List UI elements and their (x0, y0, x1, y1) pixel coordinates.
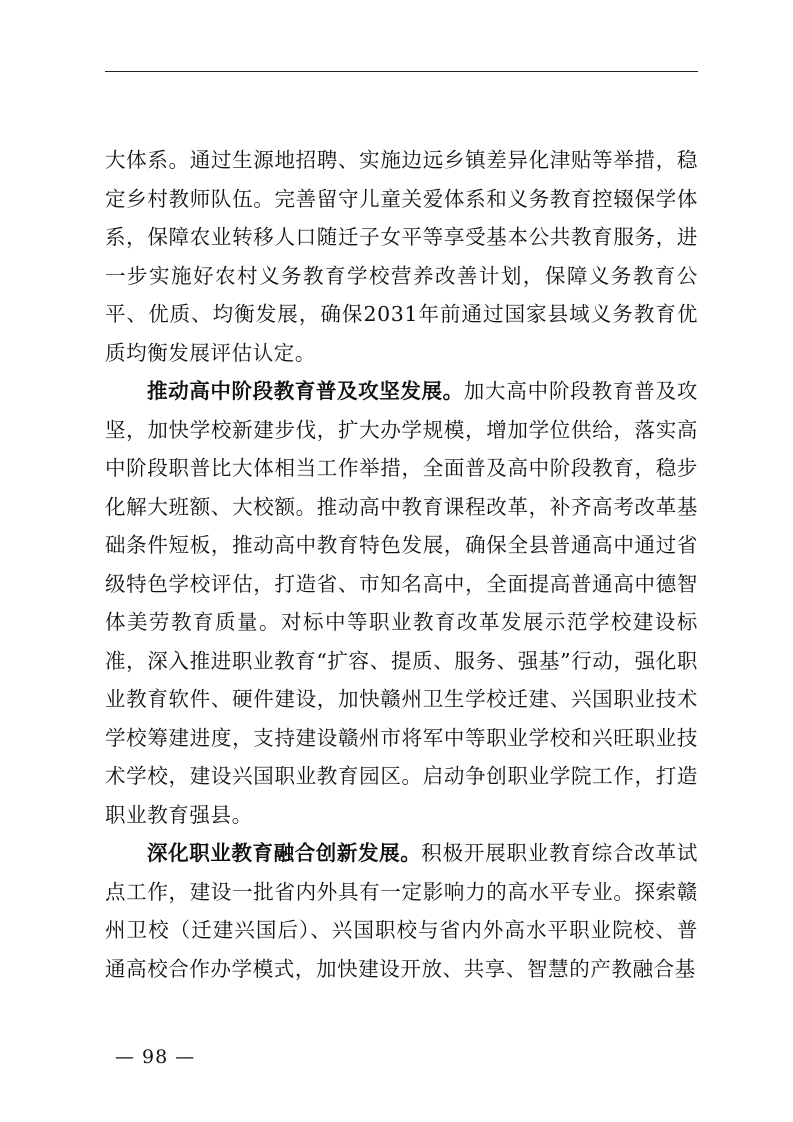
paragraph-lead: 推动高中阶段教育普及攻坚发展。 (147, 379, 464, 403)
paragraph-text: 积极开展职业教育综合改革试点工作，建设一批省内外具有一定影响力的高水平专业。探索赣州卫校（迁建兴国后）、兴国职校与省内外高水平职业院校、普通高校合作办学模式，加快建设开放、共享、智慧的产教融合基 (105, 841, 698, 981)
paragraph-text: 加大高中阶段教育普及攻坚，加快学校新建步伐，扩大办学规模，增加学位供给，落实高中阶段职普比大体相当工作举措，全面普及高中阶段教育，稳步化解大班额、大校额。推动高中教育课程改革，补齐高考改革基础条件短板，推动高中教育特色发展，确保全县普通高中通过省级特色学校评估，打造省、市知名高中，全面提高普通高中德智体美劳教育质量。对标中等职业教育改革发展示范学校建设标准，深入推进职业教育“扩容、提质、服务、强基”行动，强化职业教育软件、硬件建设，加快赣州卫生学校迁建、兴国职业技术学校筹建进度，支持建设赣州市将军中等职业学校和兴旺职业技术学校，建设兴国职业教育园区。启动争创职业学院工作，打造职业教育强县。 (105, 379, 698, 827)
paragraph-continuation (105, 141, 698, 372)
paragraph-vocational (105, 834, 698, 988)
page-number: — 98 — (115, 1046, 196, 1068)
paragraph-text: 大体系。通过生源地招聘、实施边远乡镇差异化津贴等举措，稳定乡村教师队伍。完善留守儿童关爱体系和义务教育控辍保学体系，保障农业转移人口随迁子女平等享受基本公共教育服务，进一步实施好农村义务教育学校营养改善计划，保障义务教育公平、优质、均衡发展，确保2031年前通过国家县域义务教育优质均衡发展评估认定。 (105, 148, 698, 365)
paragraph-high-school (105, 372, 698, 834)
paragraph-lead: 深化职业教育融合创新发展。 (147, 841, 422, 865)
document-body (105, 141, 698, 988)
header-rule (105, 71, 698, 72)
